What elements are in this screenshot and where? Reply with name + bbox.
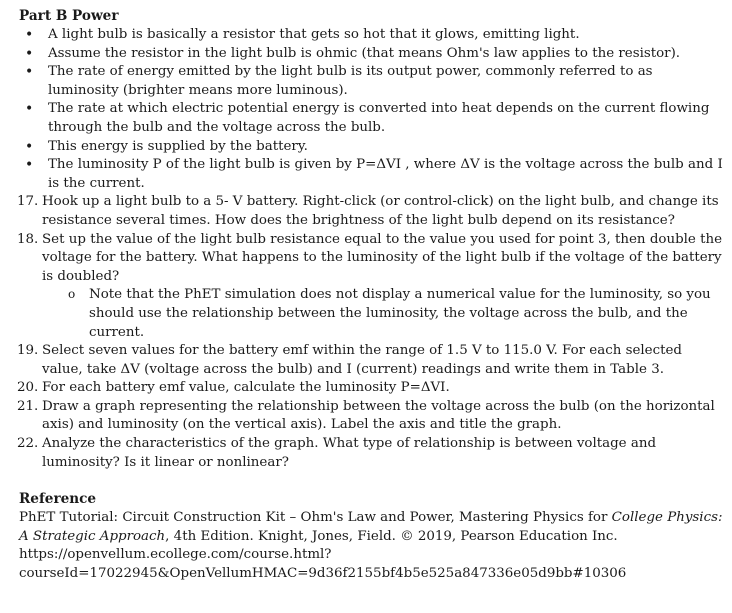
url-line[interactable]: courseId=17022945&OpenVellumHMAC=9d36f2155bf4b5e525a847336e05d9bb#10306 (19, 566, 627, 582)
step-17 (19, 193, 724, 230)
step-text: Select seven values for the battery emf within the range of 1.5 V to 115.0 V. For each selected value, take ΔV (voltage across the bulb) and I (current) readings and write them in Table 3. (42, 343, 682, 377)
url-line[interactable]: https://openvellum.ecollege.com/course.html? (19, 547, 332, 563)
sub-bullet-item: o Note that the PhET simulation does not display a numerical value for the luminosity, so you should use the relationship between the luminosity, the voltage across the bulb, and the current. (42, 286, 724, 342)
step-text: Analyze the characteristics of the graph. What type of relationship is between voltage and luminosity? Is it linear or nonlinear? (42, 436, 657, 470)
step-text: Hook up a light bulb to a 5- V battery. Right-click (or control-click) on the light bulb, and change its resistance several times. How does the brightness of the light bulb depend on its resistance? (42, 194, 719, 228)
bullet-item: • This energy is supplied by the battery. (19, 138, 724, 157)
step-number: 19. (17, 343, 39, 359)
step-text: For each battery emf value, calculate the luminosity P=ΔVI. (42, 380, 450, 396)
reference-url[interactable] (19, 546, 724, 583)
bullet-list (19, 26, 724, 193)
step-number: 18. (17, 231, 39, 247)
section-title: Part B Power (19, 8, 119, 24)
step-number: 22. (17, 436, 39, 452)
reference-heading: Reference (19, 491, 97, 508)
step-list (19, 193, 724, 472)
step-21 (19, 398, 724, 435)
reference-citation (19, 509, 724, 546)
step-number: 21. (17, 398, 39, 414)
citation-title-part: College (611, 510, 663, 526)
step-19 (19, 342, 724, 379)
step-number: 17. (17, 194, 39, 210)
step-18 (19, 231, 724, 343)
step-22 (19, 435, 724, 472)
citation-text: , 4th Edition. Knight, Jones, Field. © 2019, Pearson Education Inc. (165, 528, 618, 544)
step-18-sublist (42, 286, 724, 342)
bullet-item: • The luminosity P of the light bulb is given by P=ΔVI , where ΔV is the voltage across the bulb and I is the current. (19, 156, 724, 193)
bullet-item: • Assume the resistor in the light bulb is ohmic (that means Ohm's law applies to the resistor). (19, 45, 724, 64)
bullet-item: • A light bulb is basically a resistor that gets so hot that it glows, emitting light. (19, 26, 724, 45)
step-text: Set up the value of the light bulb resistance equal to the value you used for point 3, then double the voltage for the battery. What happens to the luminosity of the light bulb if the voltage of the battery is doubled? (42, 231, 723, 284)
citation-title-part: Physics: A Strategic Approach (19, 510, 723, 544)
step-text: Draw a graph representing the relationship between the voltage across the bulb (on the horizontal axis) and luminosity (on the vertical axis). Label the axis and title the graph. (42, 398, 715, 433)
bullet-item: • The rate of energy emitted by the light bulb is its output power, commonly referred to as luminosity (brighter means more luminous). (19, 63, 724, 100)
citation-text: PhET Tutorial: Circuit Construction Kit – Ohm's Law and Power, Mastering Physics for (19, 510, 608, 526)
step-number: 20. (17, 380, 39, 396)
step-20 (19, 379, 724, 398)
bullet-item: • The rate at which electric potential energy is converted into heat depends on the current flowing through the bulb and the voltage across the bulb. (19, 100, 724, 137)
reference-section (19, 490, 724, 583)
